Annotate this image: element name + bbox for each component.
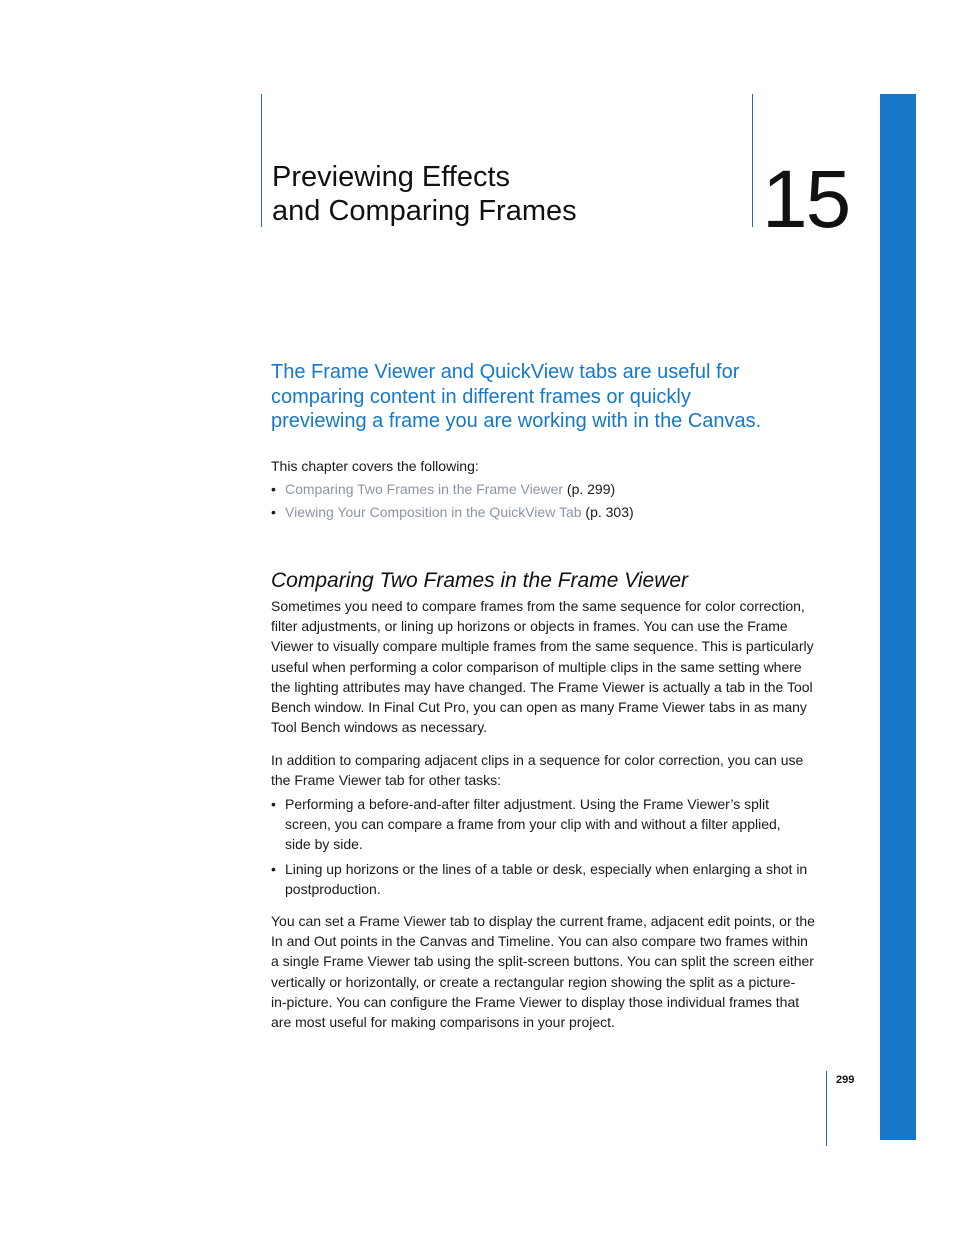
paragraph-line: are most useful for making comparisons in your project. xyxy=(271,1014,615,1031)
title-rule-left xyxy=(261,94,262,227)
paragraph-line: In addition to comparing adjacent clips in a sequence for color correction, you can use xyxy=(271,752,804,768)
chapter-title xyxy=(272,160,577,228)
section-paragraph-3 xyxy=(271,911,831,1032)
task-bullet-item xyxy=(271,859,831,899)
task-bullet-list xyxy=(271,794,831,903)
paragraph-line: vertically or horizontally, or create a rectangular region showing the split as a picture- xyxy=(271,973,796,990)
toc-link[interactable]: Viewing Your Composition in the QuickView Tab xyxy=(285,504,582,520)
bullet: • xyxy=(271,481,276,497)
chapter-intro xyxy=(271,360,811,434)
paragraph-line: the Frame Viewer tab for other tasks: xyxy=(271,772,502,789)
intro-line: previewing a frame you are working with in the Canvas. xyxy=(271,410,762,432)
bullet: • xyxy=(271,504,276,520)
bullet: • xyxy=(271,796,276,812)
toc-page-ref: (p. 303) xyxy=(581,504,634,520)
covers-label: This chapter covers the following: xyxy=(271,458,479,474)
section-heading: Comparing Two Frames in the Frame Viewer xyxy=(271,569,689,592)
chapter-title-line-2: and Comparing Frames xyxy=(272,195,577,227)
intro-line: comparing content in different frames or quickly xyxy=(271,385,691,408)
paragraph-line: in-picture. You can configure the Frame Viewer to display those individual frames that xyxy=(271,993,800,1010)
bullet-line: Lining up horizons or the lines of a table or desk, especially when enlarging a shot in xyxy=(285,860,808,877)
title-rule-right xyxy=(752,94,753,227)
paragraph-line: In and Out points in the Canvas and Timeline. You can also compare two frames within xyxy=(271,933,808,950)
paragraph-line: a single Frame Viewer tab using the split-screen buttons. You can split the screen either xyxy=(271,953,814,970)
page-number-rule xyxy=(826,1071,827,1146)
page-number: 299 xyxy=(836,1074,855,1086)
paragraph-line: Tool Bench windows as necessary. xyxy=(271,719,488,736)
chapter-tab-bar xyxy=(880,94,916,1140)
paragraph-line: useful when performing a color comparison of multiple clips in the same setting where xyxy=(271,658,802,675)
task-bullet-item xyxy=(271,794,831,855)
paragraph-line: You can set a Frame Viewer tab to display the current frame, adjacent edit points, or the xyxy=(271,913,815,929)
chapter-title-line-1: Previewing Effects xyxy=(272,161,511,193)
bullet-line: screen, you can compare a frame from your clip with and without a filter applied, xyxy=(285,816,781,833)
bullet: • xyxy=(271,860,276,877)
paragraph-line: the lighting attributes may have changed. The Frame Viewer is actually a tab in the Tool xyxy=(271,678,813,695)
section-paragraph-1 xyxy=(271,596,831,737)
toc-page-ref: (p. 299) xyxy=(563,481,616,497)
bullet-line: side by side. xyxy=(285,836,363,853)
section-paragraph-2 xyxy=(271,750,831,790)
intro-line: The Frame Viewer and QuickView tabs are useful for xyxy=(271,361,740,383)
toc-item xyxy=(271,502,634,522)
paragraph-line: Sometimes you need to compare frames from the same sequence for color correction, xyxy=(271,598,805,614)
toc-item xyxy=(271,479,634,499)
chapter-number: 15 xyxy=(762,154,850,245)
paragraph-line: Bench window. In Final Cut Pro, you can open as many Frame Viewer tabs in as many xyxy=(271,699,807,716)
toc-link[interactable]: Comparing Two Frames in the Frame Viewer xyxy=(285,481,564,497)
paragraph-line: Viewer to visually compare multiple frames from the same sequence. This is particularly xyxy=(271,638,814,655)
bullet-line: Performing a before-and-after filter adjustment. Using the Frame Viewer’s split xyxy=(285,796,769,812)
paragraph-line: filter adjustments, or lining up horizons or objects in frames. You can use the Frame xyxy=(271,618,788,635)
chapter-contents-list xyxy=(271,479,634,525)
bullet-line: postproduction. xyxy=(285,880,381,897)
